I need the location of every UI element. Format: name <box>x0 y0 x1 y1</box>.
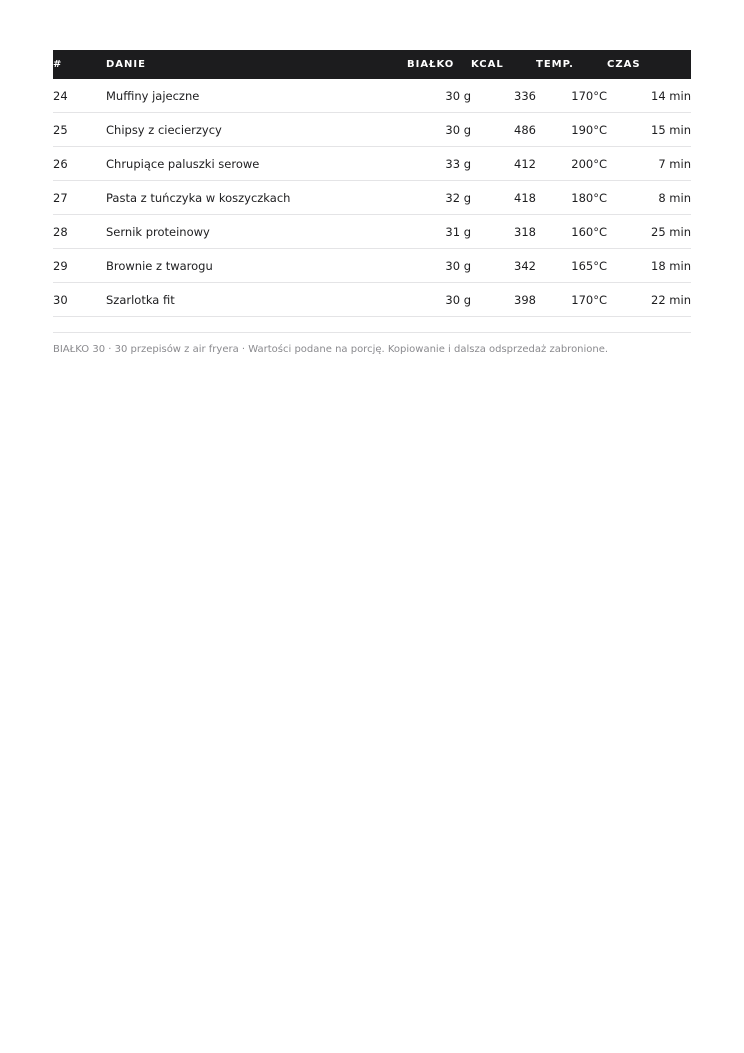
cell-temperature: 165°C <box>536 249 607 283</box>
cell-number: 26 <box>53 147 106 181</box>
cell-temperature: 160°C <box>536 215 607 249</box>
cell-time: 15 min <box>607 113 691 147</box>
cell-temperature: 170°C <box>536 283 607 317</box>
table-row <box>53 215 691 249</box>
table-row <box>53 79 691 113</box>
cell-number: 24 <box>53 79 106 113</box>
cell-kcal: 418 <box>471 181 536 215</box>
cell-dish: Sernik proteinowy <box>106 215 407 249</box>
column-header-number: # <box>53 59 63 70</box>
cell-protein: 33 g <box>407 147 471 181</box>
cell-dish: Chrupiące paluszki serowe <box>106 147 407 181</box>
cell-number: 30 <box>53 283 106 317</box>
table-header-row <box>53 50 691 79</box>
cell-number: 29 <box>53 249 106 283</box>
table-row <box>53 249 691 283</box>
cell-time: 14 min <box>607 79 691 113</box>
recipe-table-page <box>53 50 691 317</box>
cell-dish: Szarlotka fit <box>106 283 407 317</box>
cell-number: 27 <box>53 181 106 215</box>
table-header <box>53 50 691 79</box>
cell-number: 25 <box>53 113 106 147</box>
cell-temperature: 180°C <box>536 181 607 215</box>
cell-kcal: 342 <box>471 249 536 283</box>
table-row <box>53 147 691 181</box>
cell-kcal: 412 <box>471 147 536 181</box>
column-header-dish: DANIE <box>106 59 146 70</box>
cell-protein: 30 g <box>407 79 471 113</box>
table-row <box>53 113 691 147</box>
table-row <box>53 181 691 215</box>
cell-kcal: 318 <box>471 215 536 249</box>
column-header-kcal: KCAL <box>471 59 504 70</box>
cell-time: 8 min <box>607 181 691 215</box>
cell-kcal: 486 <box>471 113 536 147</box>
cell-number: 28 <box>53 215 106 249</box>
cell-temperature: 190°C <box>536 113 607 147</box>
cell-time: 22 min <box>607 283 691 317</box>
cell-protein: 31 g <box>407 215 471 249</box>
cell-time: 25 min <box>607 215 691 249</box>
footer-divider <box>53 332 691 333</box>
cell-time: 7 min <box>607 147 691 181</box>
cell-dish: Brownie z twarogu <box>106 249 407 283</box>
cell-temperature: 170°C <box>536 79 607 113</box>
cell-dish: Chipsy z ciecierzycy <box>106 113 407 147</box>
table-row <box>53 283 691 317</box>
cell-protein: 30 g <box>407 283 471 317</box>
column-header-protein: BIAŁKO <box>407 59 455 70</box>
cell-dish: Muffiny jajeczne <box>106 79 407 113</box>
cell-kcal: 336 <box>471 79 536 113</box>
column-header-temperature: TEMP. <box>536 59 574 70</box>
cell-protein: 30 g <box>407 113 471 147</box>
recipe-table <box>53 50 691 317</box>
footer-note: BIAŁKO 30 · 30 przepisów z air fryera · Wartości podane na porcję. Kopiowanie i dalsza odsprzedaż zabronione. <box>53 344 609 355</box>
cell-temperature: 200°C <box>536 147 607 181</box>
cell-kcal: 398 <box>471 283 536 317</box>
table-body <box>53 79 691 317</box>
cell-protein: 30 g <box>407 249 471 283</box>
cell-protein: 32 g <box>407 181 471 215</box>
cell-time: 18 min <box>607 249 691 283</box>
cell-dish: Pasta z tuńczyka w koszyczkach <box>106 181 407 215</box>
column-header-time: CZAS <box>607 59 641 70</box>
